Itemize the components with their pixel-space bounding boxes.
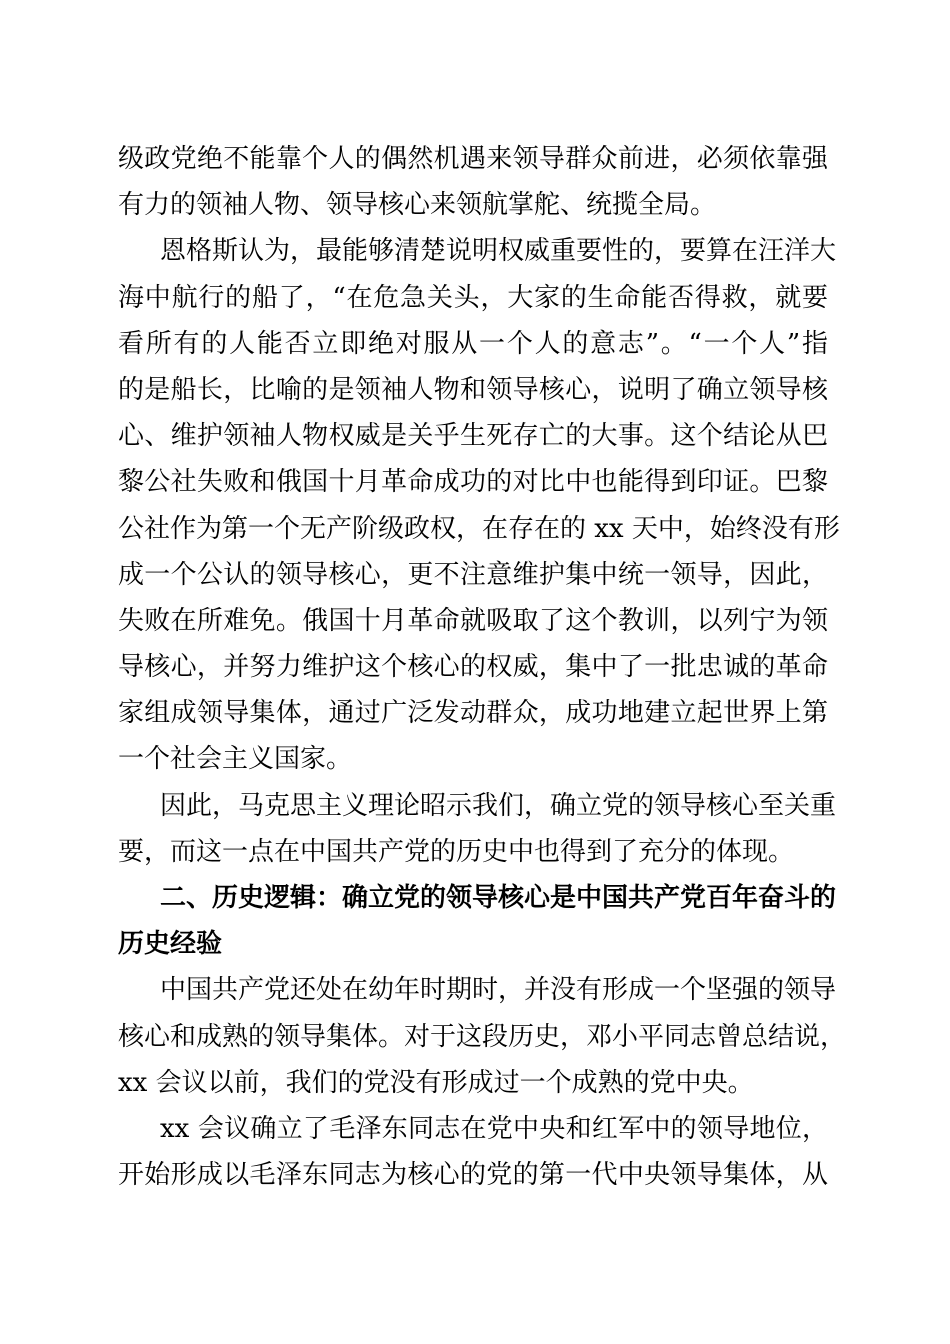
section-heading: 历史经验 — [118, 929, 223, 960]
paragraph-line: 心、维护领袖人物权威是关乎生死存亡的大事。这个结论从巴 — [118, 421, 828, 452]
paragraph-line: xx 会议确立了毛泽东同志在党中央和红军中的领导地位， — [160, 1113, 828, 1144]
paragraph-line: 黎公社失败和俄国十月革命成功的对比中也能得到印证。巴黎 — [118, 467, 828, 498]
paragraph-line: 恩格斯认为，最能够清楚说明权威重要性的，要算在汪洋大 — [160, 236, 837, 267]
section-heading: 二、历史逻辑：确立党的领导核心是中国共产党百年奋斗的 — [160, 883, 837, 913]
paragraph-line: xx 会议以前，我们的党没有形成过一个成熟的党中央。 — [118, 1067, 754, 1098]
paragraph-line: 要，而这一点在中国共产党的历史中也得到了充分的体现。 — [118, 836, 795, 867]
paragraph-line: 海中航行的船了，“在危急关头，大家的生命能否得救，就要 — [118, 282, 828, 313]
paragraph-line: 看所有的人能否立即绝对服从一个人的意志”。“一个人”指 — [118, 328, 828, 359]
paragraph-line: 中国共产党还处在幼年时期时，并没有形成一个坚强的领导 — [160, 975, 837, 1006]
paragraph-line: 公社作为第一个无产阶级政权，在存在的 xx 天中，始终没有形 — [118, 513, 840, 544]
paragraph-line: 开始形成以毛泽东同志为核心的党的第一代中央领导集体，从 — [118, 1160, 828, 1191]
paragraph-line: 因此，马克思主义理论昭示我们，确立党的领导核心至关重 — [160, 790, 837, 821]
paragraph-line: 导核心，并努力维护这个核心的权威，集中了一批忠诚的革命 — [118, 652, 828, 683]
paragraph-line: 级政党绝不能靠个人的偶然机遇来领导群众前进，必须依靠强 — [118, 144, 828, 174]
paragraph-line: 一个社会主义国家。 — [118, 744, 353, 775]
document-body — [118, 136, 847, 1198]
paragraph-line: 失败在所难免。俄国十月革命就吸取了这个教训，以列宁为领 — [118, 605, 828, 636]
paragraph-line: 有力的领袖人物、领导核心来领航掌舵、统揽全局。 — [118, 190, 717, 221]
paragraph-line: 成一个公认的领导核心，更不注意维护集中统一领导，因此， — [118, 559, 828, 590]
paragraph-line: 家组成领导集体，通过广泛发动群众，成功地建立起世界上第 — [118, 698, 828, 729]
paragraph-line: 核心和成熟的领导集体。对于这段历史，邓小平同志曾总结说， — [118, 1021, 847, 1052]
paragraph-line: 的是船长，比喻的是领袖人物和领导核心，说明了确立领导核 — [118, 374, 828, 405]
